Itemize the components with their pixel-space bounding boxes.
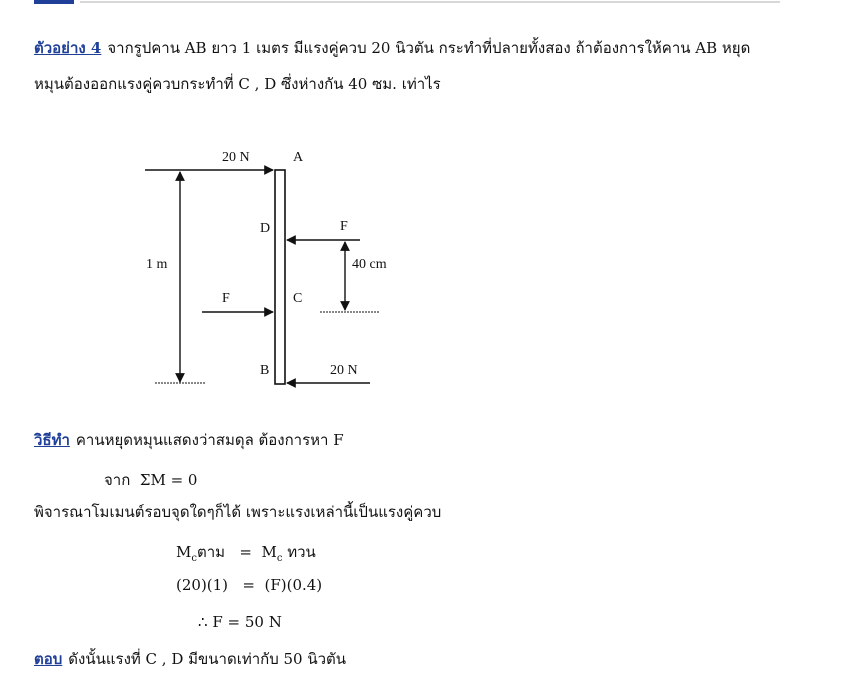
moment-lhs-word: ตาม [196,543,226,561]
moment-rhs-sub: c [276,553,283,564]
moment-rhs-symbol: M [261,543,277,561]
example-text-2: หมุนต้องออกแรงคู่ควบกระทำที่ C , D ซึ่งห่างกัน 40 ซม. เท่าไร [34,75,441,93]
solution-line [34,430,344,450]
moment-rhs-word: ทวน [287,543,316,561]
answer-label: ตอบ [34,650,63,668]
result-equation [198,613,282,631]
previous-text-fragment [80,1,780,3]
moment-equals: = [239,543,252,561]
point-b-label: B [260,363,270,378]
point-d-label: D [260,221,271,236]
answer-text: ดังนั้นแรงที่ C , D มีขนาดเท่ากับ 50 นิวตัน [68,650,347,668]
example-line-2 [34,74,441,94]
result-value: F = 50 N [212,613,282,631]
solution-intro: คานหยุดหมุนแสดงว่าสมดุล ต้องการหา F [75,431,344,449]
moment-lhs-sub: c [191,553,197,564]
point-c-label: C [293,291,303,306]
example-text-1: จากรูปคาน AB ยาว 1 เมตร มีแรงคู่ควบ 20 นิวตัน กระทำที่ปลายทั้งสอง ถ้าต้องการให้คาน AB หยุด [107,39,751,57]
solution-label: วิธีทำ [34,431,70,449]
beam-ab [275,170,285,384]
example-line-1 [34,38,750,58]
therefore-symbol: ∴ [198,613,208,631]
point-a-label: A [293,150,304,165]
equilibrium-line [104,468,197,492]
equilibrium-equation: ΣM = 0 [139,471,198,489]
upper-f-label: F [340,219,348,234]
calc-equals: = [242,576,255,594]
moment-equation [176,540,316,564]
example-label: ตัวอย่าง 4 [34,39,102,57]
moment-lhs-symbol: M [176,543,192,561]
from-word: จาก [104,471,131,489]
answer-line [34,649,346,669]
consider-text: พิจารณาโมเมนต์รอบจุดใดๆก็ได้ เพราะแรงเหล่านี้เป็นแรงคู่ควบ [34,503,442,521]
lower-f-label: F [222,291,230,306]
calc-equation [176,576,322,594]
top-strip [0,0,855,6]
bottom-force-label: 20 N [330,363,358,378]
gap-label: 40 cm [352,257,387,272]
beam-diagram [130,140,400,395]
top-force-label: 20 N [222,150,250,165]
length-label: 1 m [146,257,168,272]
previous-heading-fragment [34,0,74,4]
consider-line [34,502,441,522]
calc-lhs: (20)(1) [176,576,229,594]
calc-rhs: (F)(0.4) [264,576,323,594]
